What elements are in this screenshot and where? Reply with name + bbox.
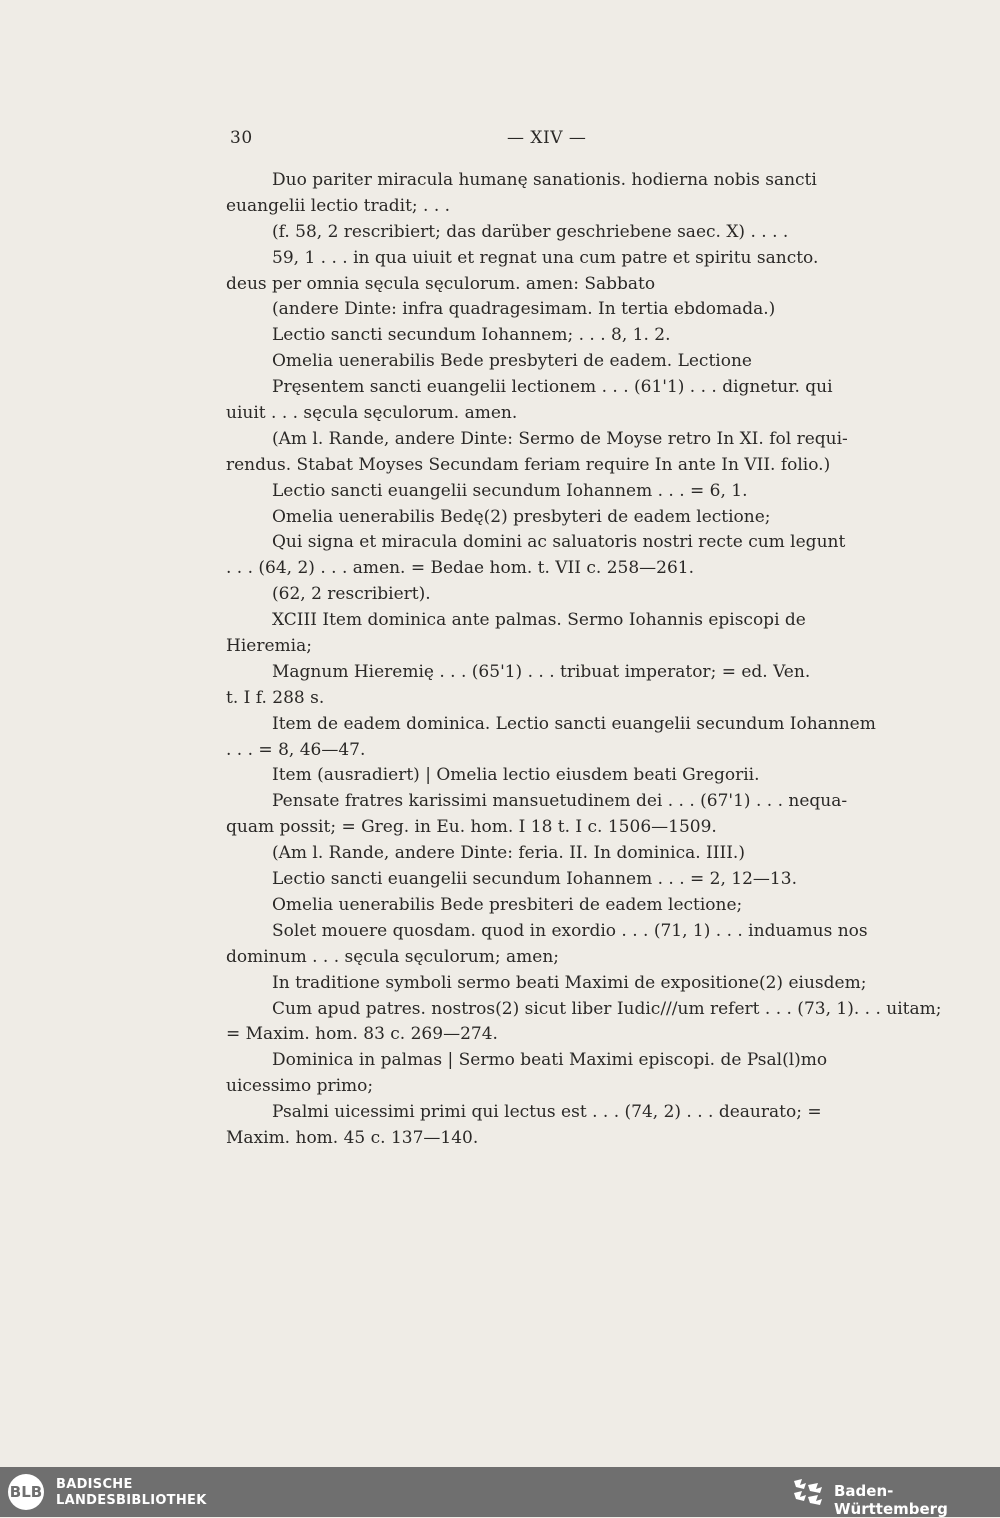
text-line: XCIII Item dominica ante palmas. Sermo Iohannis episcopi de: [272, 610, 806, 631]
text-line: Magnum Hieremię . . . (65'1) . . . tribuat imperator; = ed. Ven.: [272, 661, 811, 682]
library-name-line2: LANDESBIBLIOTHEK: [56, 1493, 207, 1508]
text-line: Maxim. hom. 45 c. 137—140.: [226, 1127, 479, 1148]
text-line: rendus. Stabat Moyses Secundam feriam require In ante In VII. folio.): [226, 454, 831, 475]
text-line: Solet mouere quosdam. quod in exordio . . . (71, 1) . . . induamus nos: [272, 920, 868, 941]
text-line: = Maxim. hom. 83 c. 269—274.: [226, 1024, 498, 1045]
page-number: 30: [230, 128, 253, 148]
text-body: [226, 168, 942, 1152]
text-line: Duo pariter miracula humanę sanationis. hodierna nobis sancti: [272, 170, 817, 190]
text-line: (Am l. Rande, andere Dinte: feria. II. In dominica. IIII.): [272, 843, 745, 864]
text-line: (andere Dinte: infra quadragesimam. In tertia ebdomada.): [272, 299, 776, 320]
text-line: uicessimo primo;: [226, 1076, 374, 1097]
library-name[interactable]: [56, 1477, 207, 1509]
text-line: Cum apud patres. nostros(2) sicut liber Iudic///um refert . . . (73, 1). . . uitam;: [272, 998, 942, 1019]
text-line: Pensate fratres karissimi mansuetudinem dei . . . (67'1) . . . nequa-: [272, 791, 848, 812]
text-line: Psalmi uicessimi primi qui lectus est . . . (74, 2) . . . deaurato; =: [272, 1102, 822, 1123]
state-name[interactable]: Baden-Württemberg: [834, 1482, 948, 1518]
text-line: euangelii lectio tradit; . . .: [226, 195, 451, 216]
text-line: Lectio sancti euangelii secundum Iohannem . . . = 2, 12—13.: [272, 869, 797, 890]
text-line: Omelia uenerabilis Bede presbyteri de eadem. Lectione: [272, 351, 752, 372]
footer-bar: [0, 1467, 1000, 1517]
library-name-line1: BADISCHE: [56, 1477, 133, 1492]
text-line: Omelia uenerabilis Bede presbiteri de eadem lectione;: [272, 894, 743, 915]
text-line: Item de eadem dominica. Lectio sancti euangelii secundum Iohannem: [272, 713, 876, 734]
text-line: dominum . . . sęcula sęculorum; amen;: [226, 946, 559, 967]
running-head: — XIV —: [507, 128, 587, 148]
text-line: Pręsentem sancti euangelii lectionem . . . (61'1) . . . dignetur. qui: [272, 377, 833, 398]
text-line: Dominica in palmas | Sermo beati Maximi episcopi. de Psal(l)mo: [272, 1050, 828, 1071]
text-line: Qui signa et miracula domini ac saluatoris nostri recte cum legunt: [272, 532, 846, 553]
text-line: t. I f. 288 s.: [226, 687, 325, 708]
blb-logo[interactable]: BLB: [8, 1474, 44, 1510]
text-line: . . . = 8, 46—47.: [226, 739, 366, 760]
text-line: . . . (64, 2) . . . amen. = Bedae hom. t. VII c. 258—261.: [226, 558, 695, 579]
text-line: 59, 1 . . . in qua uiuit et regnat una cum patre et spiritu sancto.: [272, 247, 819, 268]
text-line: Omelia uenerabilis Bedę(2) presbyteri de eadem lectione;: [272, 506, 771, 527]
text-line: quam possit; = Greg. in Eu. hom. I 18 t. I c. 1506—1509.: [226, 817, 717, 838]
text-line: Lectio sancti euangelii secundum Iohannem . . . = 6, 1.: [272, 480, 748, 501]
text-line: Item (ausradiert) | Omelia lectio eiusdem beati Gregorii.: [272, 765, 760, 786]
text-line: deus per omnia sęcula sęculorum. amen: Sabbato: [226, 273, 656, 294]
text-line: (Am l. Rande, andere Dinte: Sermo de Moyse retro In XI. fol requi-: [272, 428, 848, 449]
text-line: (62, 2 rescribiert).: [272, 584, 431, 605]
text-line: In traditione symboli sermo beati Maximi de expositione(2) eiusdem;: [272, 972, 867, 993]
page-header: [230, 128, 890, 152]
text-line: Lectio sancti secundum Iohannem; . . . 8, 1. 2.: [272, 325, 671, 346]
text-line: (f. 58, 2 rescribiert; das darüber geschriebene saec. X) . . . .: [272, 221, 789, 242]
text-line: uiuit . . . sęcula sęculorum. amen.: [226, 403, 518, 424]
text-line: Hieremia;: [226, 636, 312, 657]
coat-of-arms-icon: [790, 1475, 824, 1509]
